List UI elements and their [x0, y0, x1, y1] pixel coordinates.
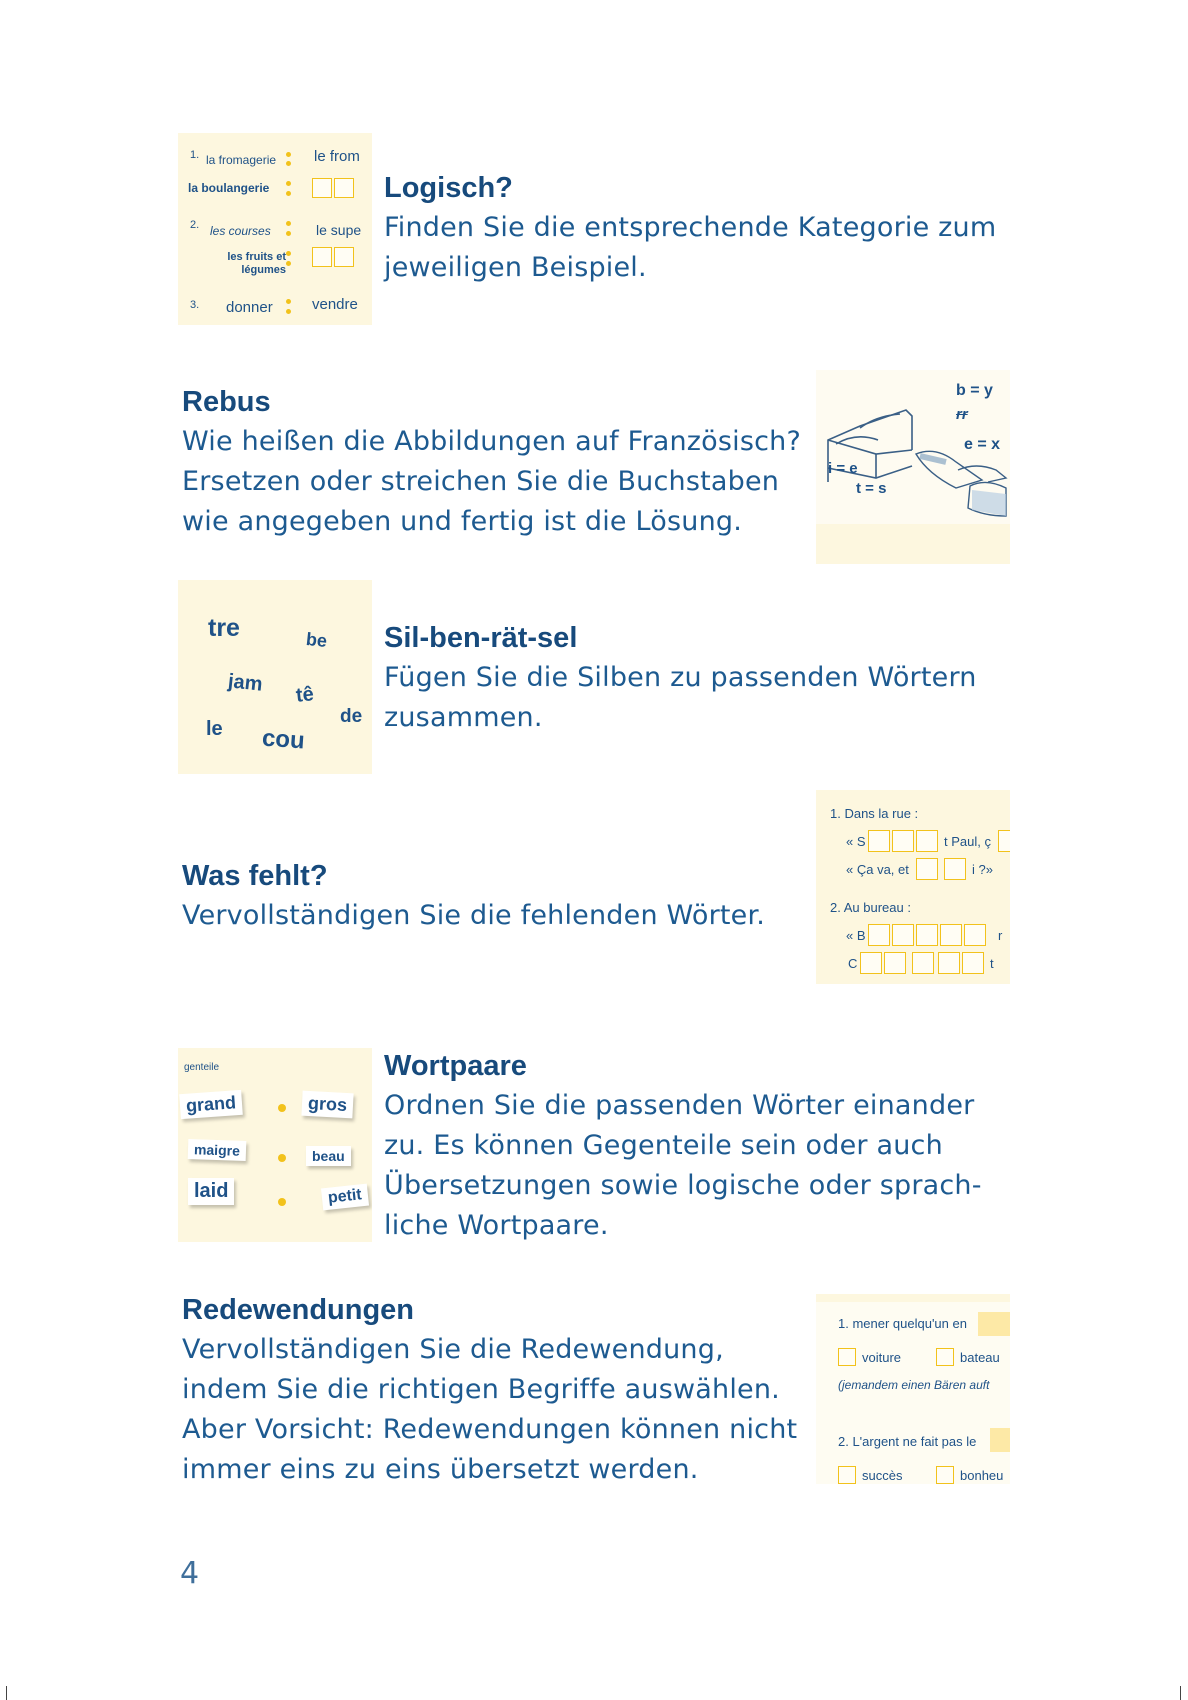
answer-box — [868, 924, 890, 946]
pair-dot — [278, 1104, 286, 1112]
redewendungen-thumbnail — [816, 1294, 1010, 1484]
logisch-thumbnail — [178, 133, 372, 325]
checkbox — [838, 1466, 856, 1484]
answer-box — [962, 952, 984, 974]
crop-mark — [6, 1686, 7, 1700]
answer-box — [916, 830, 938, 852]
section-title: Rebus — [182, 386, 271, 418]
thumb-text: i ?» — [972, 862, 993, 877]
wasfehlt-thumbnail — [816, 790, 1010, 984]
colon-dot — [286, 221, 291, 226]
syllable: le — [206, 718, 223, 740]
thumb-text: C — [848, 956, 858, 971]
section-title: Sil-ben-rät-sel — [384, 622, 578, 654]
colon-dot — [286, 261, 291, 266]
answer-box — [944, 858, 966, 880]
syllable: tê — [294, 683, 315, 707]
colon-dot — [286, 181, 291, 186]
thumb-text: (jemandem einen Bären auft — [838, 1378, 990, 1392]
answer-box — [990, 1428, 1010, 1452]
section-title: Was fehlt? — [182, 860, 328, 892]
syllable: tre — [208, 614, 240, 642]
section-description: Wie heißen die Abbildungen auf Französisch? Ersetzen oder streichen Sie die Buchstaben wie angegeben und fertig ist die Lösung. — [182, 426, 802, 537]
colon-dot — [286, 299, 291, 304]
thumb-text: bateau — [960, 1350, 1000, 1365]
syllable: de — [340, 706, 363, 727]
thumb-text: les fruits et légumes — [227, 251, 286, 276]
answer-box — [334, 247, 354, 267]
colon-dot — [286, 251, 291, 256]
section-wortpaare — [384, 1046, 1004, 1246]
checkbox — [838, 1348, 856, 1366]
thumb-text: le from — [314, 148, 360, 165]
thumb-text: la fromagerie — [206, 153, 277, 167]
thumb-text: 1. — [190, 149, 200, 161]
rebus-thumbnail — [816, 370, 1010, 564]
section-title: Redewendungen — [182, 1294, 415, 1326]
thumb-text: succès — [862, 1468, 903, 1483]
answer-box — [938, 952, 960, 974]
section-description: Finden Sie die entsprechende Kategorie zum jeweiligen Beispiel. — [384, 212, 997, 283]
syllable: be — [305, 628, 329, 652]
thumb-text: le supe — [316, 222, 362, 238]
answer-box — [334, 178, 354, 198]
thumb-text: « Ça va, et — [846, 862, 909, 877]
word-card: beau — [306, 1146, 351, 1166]
answer-box — [884, 952, 906, 974]
word-card: petit — [321, 1184, 369, 1211]
section-rebus — [182, 382, 822, 542]
thumb-text: vendre — [312, 296, 358, 313]
wortpaare-thumbnail — [178, 1048, 372, 1242]
answer-box — [892, 924, 914, 946]
thumb-text: donner — [226, 299, 273, 316]
silbenraetsel-thumbnail — [178, 580, 372, 774]
syllable: jam — [226, 670, 264, 696]
answer-box — [998, 830, 1010, 852]
section-wasfehlt — [182, 856, 802, 936]
colon-dot — [286, 231, 291, 236]
word-card: gros — [301, 1091, 353, 1119]
section-logisch — [384, 168, 1004, 288]
thumb-text: bonheu — [960, 1468, 1004, 1483]
crop-mark — [1180, 1686, 1181, 1700]
colon-dot — [286, 191, 291, 196]
pair-dot — [278, 1154, 286, 1162]
section-title: Wortpaare — [384, 1050, 527, 1082]
thumb-text: « S — [846, 834, 866, 849]
rebus-rule: t = s — [856, 480, 887, 497]
pair-dot — [278, 1198, 286, 1206]
thumb-text: les courses — [210, 224, 271, 238]
section-description: Vervollständigen Sie die Redewendung, indem Sie die richtigen Begriffe auswählen. Aber Vorsicht: Redewendungen können nicht immer eins zu eins übersetzt werden. — [182, 1334, 798, 1485]
rebus-rule: i = e — [828, 460, 858, 477]
colon-dot — [286, 161, 291, 166]
thumb-label: genteile — [184, 1062, 220, 1073]
section-description: Fügen Sie die Silben zu passenden Wörtern zusammen. — [384, 662, 977, 733]
answer-box — [916, 858, 938, 880]
section-title: Logisch? — [384, 172, 513, 204]
answer-box — [892, 830, 914, 852]
thumb-text: voiture — [862, 1350, 902, 1365]
thumb-text: 2. — [190, 219, 200, 231]
word-card: maigre — [188, 1139, 247, 1161]
rebus-rule: b = y — [956, 382, 993, 399]
thumb-text: 1. mener quelqu'un en — [838, 1316, 967, 1331]
checkbox — [936, 1466, 954, 1484]
answer-box — [978, 1312, 1010, 1336]
page-number: 4 — [180, 1556, 200, 1591]
thumb-text: 3. — [190, 299, 200, 311]
checkbox — [936, 1348, 954, 1366]
answer-box — [312, 247, 332, 267]
thumb-text: la boulangerie — [188, 181, 270, 195]
thumb-text: r — [998, 928, 1003, 943]
answer-box — [916, 924, 938, 946]
section-description: Vervollständigen Sie die fehlenden Wörter. — [182, 900, 766, 931]
rebus-rule: rr — [956, 406, 968, 423]
thumb-text: t — [990, 956, 994, 971]
section-silbenraetsel — [384, 618, 1004, 738]
colon-dot — [286, 152, 291, 157]
thumb-text: 2. L'argent ne fait pas le — [838, 1434, 977, 1449]
thumb-text: 1. Dans la rue : — [830, 806, 919, 821]
rebus-rule: e = x — [964, 436, 1001, 453]
thumb-text: « B — [846, 928, 866, 943]
syllable: cou — [261, 724, 306, 755]
answer-box — [312, 178, 332, 198]
thumb-text: t Paul, ç — [944, 834, 991, 849]
answer-box — [912, 952, 934, 974]
word-card: laid — [188, 1178, 234, 1205]
thumb-text: 2. Au bureau : — [830, 900, 911, 915]
colon-dot — [286, 309, 291, 314]
section-redewendungen — [182, 1290, 812, 1490]
answer-box — [860, 952, 882, 974]
answer-box — [940, 924, 962, 946]
answer-box — [868, 830, 890, 852]
section-description: Ordnen Sie die passenden Wörter einander zu. Es können Gegenteile sein oder auch Übersetzungen sowie logische oder sprach- liche Wortpaare. — [384, 1090, 982, 1241]
word-card: grand — [179, 1090, 243, 1119]
answer-box — [964, 924, 986, 946]
